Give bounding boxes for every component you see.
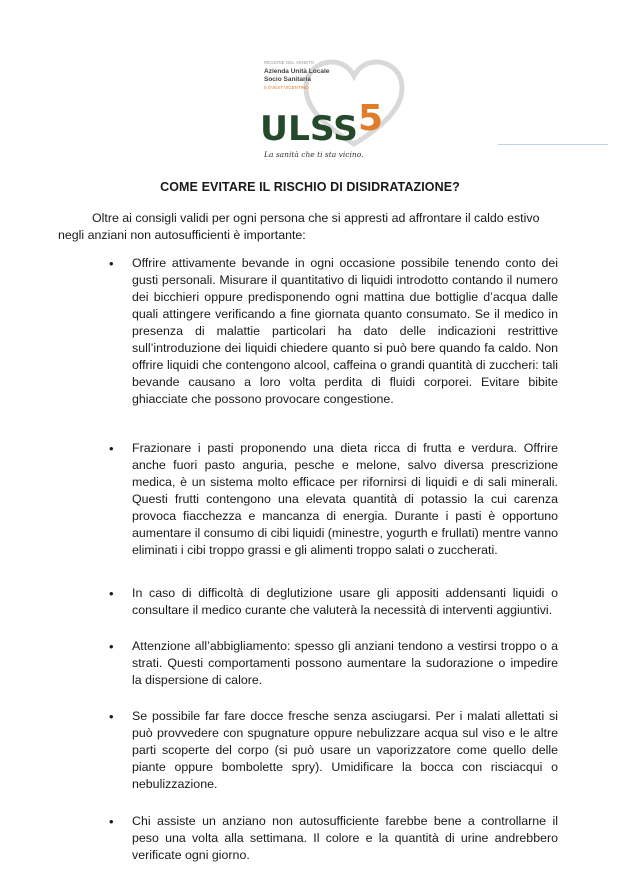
org-name-line2: Socio Sanitaria xyxy=(264,76,311,83)
list-item xyxy=(108,255,558,408)
list-item-text: In caso di difficoltà di deglutizione usare gli appositi addensanti liquidi o consultare il medico curante che valuterà la necessità di interventi aggiuntivi. xyxy=(132,586,558,617)
ulss-wordmark xyxy=(260,96,400,152)
ulss5-logo xyxy=(258,58,408,168)
logo-tagline: La sanità che ti sta vicino. xyxy=(264,150,364,159)
list-item-text: Frazionare i pasti proponendo una dieta ricca di frutta e verdura. Offrire anche fuori pasto anguria, pesche e melone, salvo diversa prescrizione medica, è un sistema molto efficace per rifornirsi di liquidi e di sali minerali. Questi frutti contengono una elevata quantità di potassio la cui carenza provoca fiacchezza e mancanza di energia. Durante i pasti è opportuno aumentare il consumo di cibi liquidi (minestre, yogurth e frullati) mentre vanno eliminati i cibi troppo grassi e gli alimenti troppo salati o zuccherati. xyxy=(132,441,558,557)
list-item xyxy=(108,440,558,559)
advice-list xyxy=(108,255,558,864)
list-item xyxy=(108,585,558,619)
org-district-label: 5 OVEST VICENTINO xyxy=(264,85,309,90)
list-item xyxy=(108,813,558,864)
list-item-text: Chi assiste un anziano non autosufficiente farebbe bene a controllarne il peso una volta alla settimana. Il colore e la quantità di urine andrebbero verificate ogni giorno. xyxy=(132,814,558,862)
ulss-brand-text: ULSS xyxy=(260,109,358,149)
ulss-brand-number: 5 xyxy=(358,98,384,139)
bullet-icon: • xyxy=(109,709,114,724)
bullet-icon: • xyxy=(109,814,114,829)
org-region-label: REGIONE DEL VENETO xyxy=(264,60,315,65)
org-name-line1: Azienda Unità Locale xyxy=(264,68,330,75)
header-rule xyxy=(498,144,608,145)
bullet-icon: • xyxy=(109,256,114,271)
list-item xyxy=(108,638,558,689)
document-title: COME EVITARE IL RISCHIO DI DISIDRATAZIONE? xyxy=(160,180,460,194)
list-item xyxy=(108,708,558,793)
bullet-icon: • xyxy=(109,639,114,654)
bullet-icon: • xyxy=(109,441,114,456)
list-item-text: Offrire attivamente bevande in ogni occasione possibile tenendo conto dei gusti personali. Misurare il quantitativo di liquidi introdotto contando il numero dei bicchieri oppure predisponendo ogni mattina due bottiglie d’acqua dalle quali attingere verificando a fine giornata quanto consumato. Se il medico in presenza di malattie particolari ha dato delle indicazioni restrittive sull’introduzione dei liquidi chiedere quanto si può bere quando fa caldo. Non offrire liquidi che contengono alcool, caffeina o grandi quantità di zuccheri: tali bevande causano a loro volta perdita di fluidi corporei. Evitare bibite ghiacciate che possono provocare congestione. xyxy=(132,256,558,406)
list-item-text: Attenzione all’abbigliamento: spesso gli anziani tendono a vestirsi troppo o a strati. Questi comportamenti possono aumentare la sudorazione o impedire la dispersione di calore. xyxy=(132,639,558,687)
list-item-text: Se possibile far fare docce fresche senza asciugarsi. Per i malati allettati si può provvedere con spugnature oppure nebulizzare acqua sul viso e le altre parti scoperte del corpo (si può usare un vaporizzatore come quello delle piante oppure bombolette spry). Umidificare la bocca con risciacqui o nebulizzazione. xyxy=(132,709,558,791)
bullet-icon: • xyxy=(109,586,114,601)
intro-paragraph: Oltre ai consigli validi per ogni persona che si appresti ad affrontare il caldo estivo negli anziani non autosufficienti è importante: xyxy=(58,211,540,242)
